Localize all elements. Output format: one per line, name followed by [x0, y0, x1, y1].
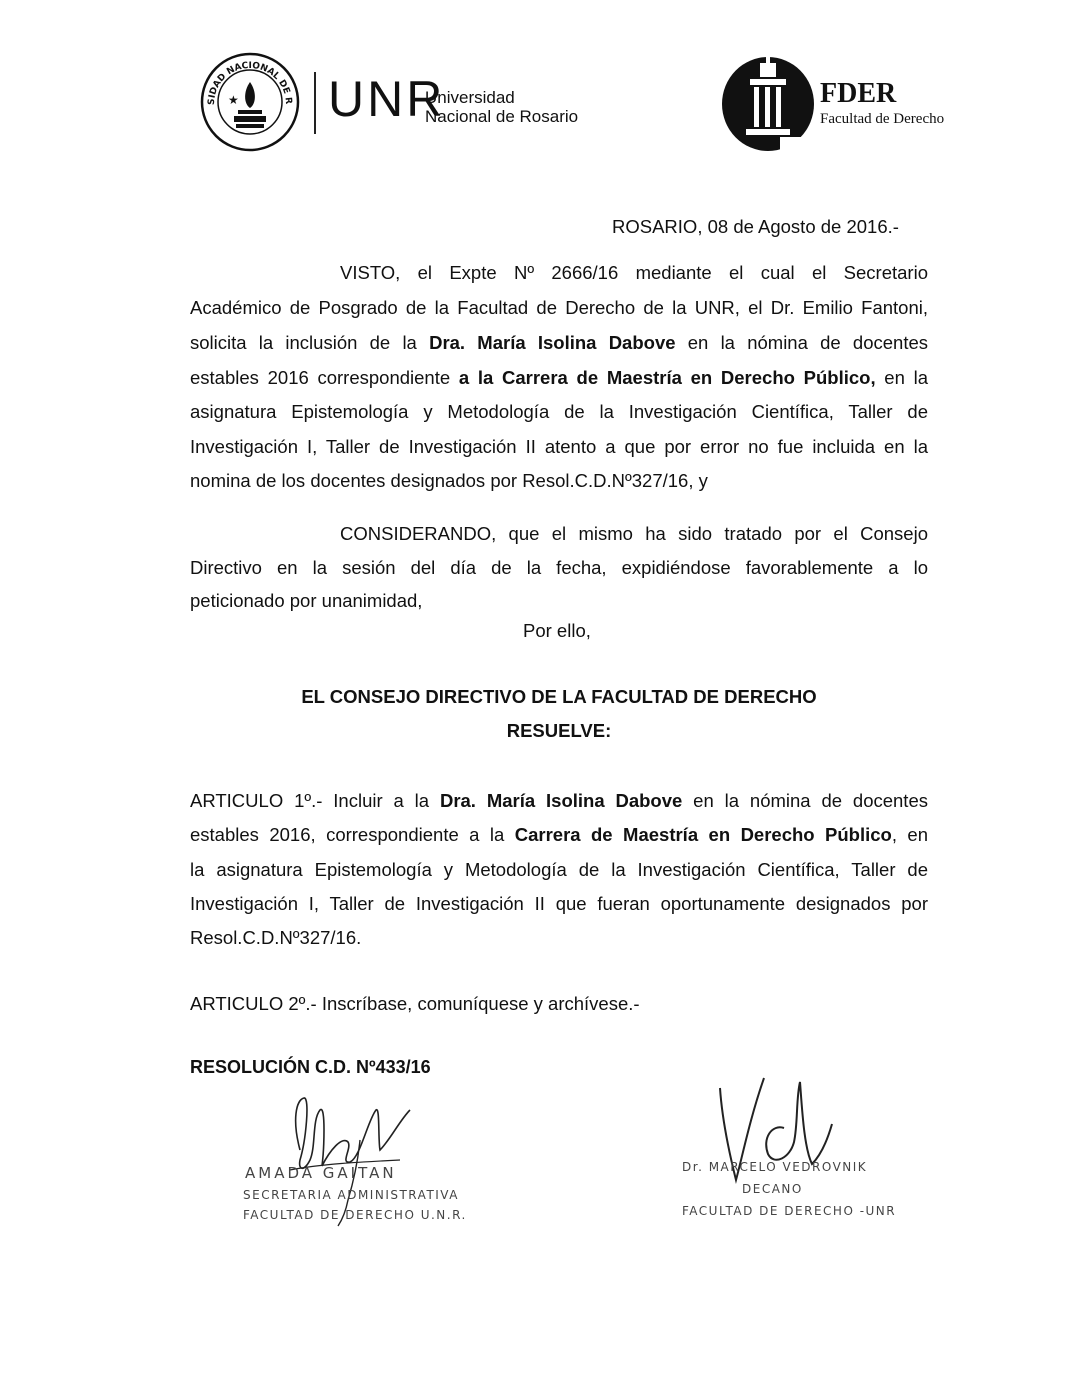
left-signer-institution: FACULTAD DE DERECHO U.N.R. — [243, 1208, 467, 1222]
visto-text: en la nómina de docentes — [675, 332, 929, 353]
carrera-name: a la Carrera de Maestría en Derecho Público, — [458, 367, 876, 388]
articulo-2: ARTICULO 2º.- Inscríbase, comuníquese y archívese.- — [190, 993, 640, 1014]
articulo-1-line — [190, 824, 928, 846]
articulo-text: en la nómina de docentes — [682, 790, 928, 811]
right-signer-name: Dr. MARCELO VEDROVNIK — [682, 1160, 868, 1174]
docente-name: Dra. María Isolina Dabove — [439, 790, 683, 811]
unr-name-line1: Universidad — [425, 88, 515, 107]
left-signer-role: SECRETARIA ADMINISTRATIVA — [243, 1188, 459, 1202]
articulo-1-line: Resol.C.D.Nº327/16. — [190, 927, 362, 948]
articulo-1-line: la asignatura Epistemología y Metodología de la Investigación Científica, Taller de — [190, 859, 928, 880]
unr-seal-logo — [200, 52, 300, 152]
visto-line — [190, 332, 928, 354]
visto-text: estables 2016 correspondiente — [190, 367, 459, 388]
document-date: ROSARIO, 08 de Agosto de 2016.- — [612, 216, 899, 237]
visto-line: nomina de los docentes designados por Resol.C.D.Nº327/16, y — [190, 470, 708, 491]
por-ello: Por ello, — [523, 620, 591, 641]
svg-text:★: ★ — [228, 93, 239, 107]
articulo-text: ARTICULO 1º.- Incluir a la — [190, 790, 440, 811]
visto-text: solicita la inclusión de la — [190, 332, 430, 353]
right-signer-role: DECANO — [742, 1182, 803, 1196]
unr-wordmark: UNR — [328, 71, 446, 127]
articulo-text: estables 2016, correspondiente a la — [190, 824, 515, 845]
resolution-number: RESOLUCIÓN C.D. Nº433/16 — [190, 1057, 431, 1077]
right-signer-institution: FACULTAD DE DERECHO -UNR — [682, 1204, 897, 1218]
council-heading: EL CONSEJO DIRECTIVO DE LA FACULTAD DE DERECHO — [301, 686, 817, 707]
visto-text: en la — [875, 367, 928, 388]
unr-seal-text: SIDAD NACIONAL DE R — [206, 60, 294, 106]
docente-name: Dra. María Isolina Dabove — [429, 332, 676, 353]
unr-name-line2: Nacional de Rosario — [425, 107, 579, 126]
visto-line: Investigación I, Taller de Investigación II atento a que por error no fue incluida en la — [190, 436, 928, 457]
visto-line: VISTO, el Expte Nº 2666/16 mediante el cual el Secretario — [340, 262, 928, 283]
articulo-text: , en — [891, 824, 928, 845]
fder-full-name: Facultad de Derecho — [820, 111, 945, 127]
articulo-1-line: Investigación I, Taller de Investigación II que fueran oportunamente designados por — [190, 893, 928, 914]
visto-line: asignatura Epistemología y Metodología de la Investigación Científica, Taller de — [190, 401, 928, 422]
visto-line: Académico de Posgrado de la Facultad de Derecho de la UNR, el Dr. Emilio Fantoni, — [190, 297, 928, 318]
visto-line — [190, 367, 928, 389]
articulo-1-line — [190, 790, 928, 812]
considerando-line: CONSIDERANDO, que el mismo ha sido tratado por el Consejo — [340, 523, 928, 544]
considerando-line: Directivo en la sesión del día de la fecha, expidiéndose favorablemente a lo — [190, 557, 928, 578]
considerando-line: peticionado por unanimidad, — [190, 590, 423, 611]
fder-wordmark: FDER — [820, 78, 897, 109]
carrera-name: Carrera de Maestría en Derecho Público — [514, 824, 892, 845]
left-signer-name: AMADA GAITAN — [245, 1164, 397, 1182]
unr-full-name — [425, 88, 578, 126]
header-divider — [314, 72, 316, 134]
resuelve-heading: RESUELVE: — [506, 720, 612, 741]
fder-building-logo — [720, 55, 816, 153]
